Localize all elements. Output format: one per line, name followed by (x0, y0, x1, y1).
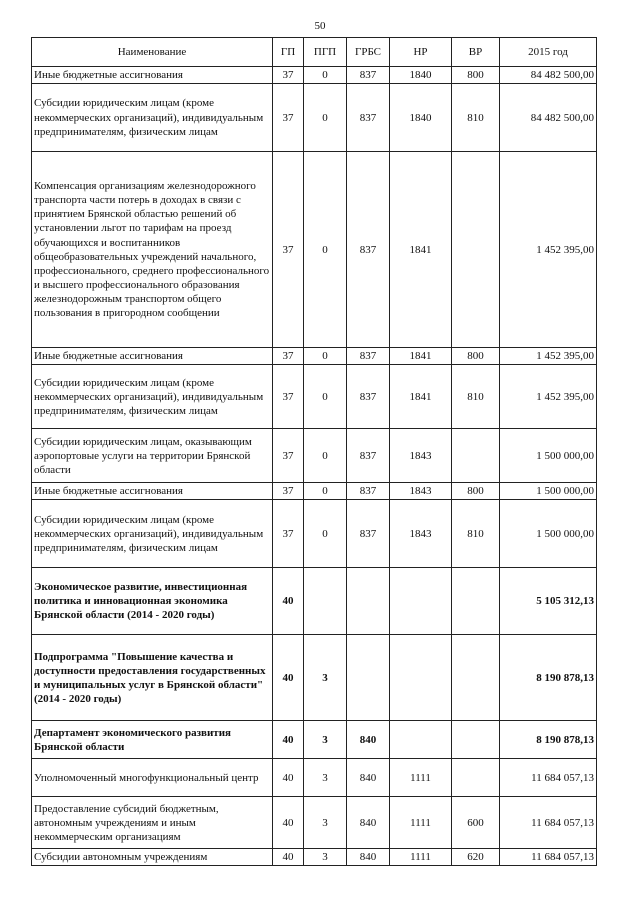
header-grbs: ГРБС (347, 38, 390, 67)
row-pgp (304, 568, 347, 635)
row-pgp: 3 (304, 797, 347, 849)
row-gp: 40 (273, 635, 304, 721)
row-pgp: 0 (304, 365, 347, 429)
row-sum: 1 452 395,00 (500, 365, 597, 429)
table-row (32, 483, 597, 500)
row-name: Субсидии юридическим лицам (кроме некоммерческих организаций), индивидуальным предпринимателям, физическим лицам (32, 84, 273, 152)
row-pgp: 3 (304, 721, 347, 759)
row-nr (390, 568, 452, 635)
row-sum: 84 482 500,00 (500, 84, 597, 152)
row-nr: 1840 (390, 84, 452, 152)
table-row (32, 635, 597, 721)
row-nr: 1841 (390, 152, 452, 348)
row-grbs (347, 568, 390, 635)
row-name: Иные бюджетные ассигнования (32, 483, 273, 500)
row-pgp: 0 (304, 500, 347, 568)
row-gp: 37 (273, 365, 304, 429)
table-row (32, 759, 597, 797)
table-row (32, 429, 597, 483)
table-row (32, 365, 597, 429)
row-nr: 1843 (390, 429, 452, 483)
table-row (32, 721, 597, 759)
row-name: Субсидии юридическим лицам (кроме некоммерческих организаций), индивидуальным предпринимателям, физическим лицам (32, 365, 273, 429)
row-gp: 40 (273, 721, 304, 759)
table-row (32, 849, 597, 866)
row-vr: 800 (452, 67, 500, 84)
row-vr (452, 635, 500, 721)
row-sum: 11 684 057,13 (500, 797, 597, 849)
row-gp: 37 (273, 67, 304, 84)
row-sum: 1 452 395,00 (500, 348, 597, 365)
row-vr (452, 152, 500, 348)
row-grbs: 837 (347, 483, 390, 500)
row-vr: 620 (452, 849, 500, 866)
table-row (32, 84, 597, 152)
table-row (32, 152, 597, 348)
row-gp: 40 (273, 568, 304, 635)
row-pgp: 0 (304, 483, 347, 500)
row-vr: 800 (452, 483, 500, 500)
row-sum: 1 500 000,00 (500, 500, 597, 568)
row-sum: 8 190 878,13 (500, 721, 597, 759)
row-vr: 600 (452, 797, 500, 849)
table-row (32, 67, 597, 84)
row-sum: 1 500 000,00 (500, 483, 597, 500)
row-nr: 1111 (390, 849, 452, 866)
table-header-row (32, 38, 597, 67)
row-vr (452, 721, 500, 759)
row-grbs: 837 (347, 365, 390, 429)
row-gp: 37 (273, 483, 304, 500)
row-vr (452, 759, 500, 797)
row-nr: 1841 (390, 348, 452, 365)
row-nr (390, 721, 452, 759)
row-nr: 1111 (390, 797, 452, 849)
row-name: Подпрограмма "Повышение качества и доступности предоставления государственных и муниципальных услуг в Брянской области" (2014 - 2020 годы) (32, 635, 273, 721)
row-grbs: 840 (347, 849, 390, 866)
header-name: Наименование (32, 38, 273, 67)
row-grbs: 840 (347, 797, 390, 849)
row-name: Уполномоченный многофункциональный центр (32, 759, 273, 797)
row-grbs: 837 (347, 84, 390, 152)
row-vr (452, 429, 500, 483)
budget-table (31, 37, 597, 866)
row-nr: 1843 (390, 483, 452, 500)
row-name: Предоставление субсидий бюджетным, автономным учреждениям и иным некоммерческим организациям (32, 797, 273, 849)
row-pgp: 0 (304, 84, 347, 152)
row-gp: 40 (273, 797, 304, 849)
row-vr (452, 568, 500, 635)
row-pgp: 0 (304, 429, 347, 483)
row-name: Экономическое развитие, инвестиционная политика и инновационная экономика Брянской области (2014 - 2020 годы) (32, 568, 273, 635)
row-gp: 37 (273, 152, 304, 348)
row-sum: 11 684 057,13 (500, 849, 597, 866)
row-nr (390, 635, 452, 721)
row-sum: 11 684 057,13 (500, 759, 597, 797)
row-name: Субсидии юридическим лицам (кроме некоммерческих организаций), индивидуальным предпринимателям, физическим лицам (32, 500, 273, 568)
row-nr: 1840 (390, 67, 452, 84)
row-gp: 37 (273, 348, 304, 365)
row-sum: 5 105 312,13 (500, 568, 597, 635)
row-name: Департамент экономического развития Брянской области (32, 721, 273, 759)
table-row (32, 348, 597, 365)
row-name: Компенсация организациям железнодорожного транспорта части потерь в доходах в связи с принятием Брянской областью решений об установлении льгот по тарифам на проезд обучающихся и воспитанников общеобразовательных учреждений начального, профессионального, среднего профессионального и высшего профессионального образования железнодорожным транспортом общего пользования в пригородном сообщении (32, 152, 273, 348)
row-pgp: 0 (304, 67, 347, 84)
row-gp: 37 (273, 500, 304, 568)
header-pgp: ПГП (304, 38, 347, 67)
row-gp: 40 (273, 759, 304, 797)
row-sum: 8 190 878,13 (500, 635, 597, 721)
row-name: Иные бюджетные ассигнования (32, 348, 273, 365)
row-gp: 37 (273, 84, 304, 152)
row-vr: 810 (452, 500, 500, 568)
table-row (32, 568, 597, 635)
row-gp: 40 (273, 849, 304, 866)
row-grbs: 840 (347, 721, 390, 759)
table-row (32, 797, 597, 849)
row-grbs: 840 (347, 759, 390, 797)
page-number: 50 (314, 20, 326, 32)
header-nr: НР (390, 38, 452, 67)
row-grbs: 837 (347, 348, 390, 365)
row-name: Субсидии юридическим лицам, оказывающим аэропортовые услуги на территории Брянской области (32, 429, 273, 483)
row-name: Субсидии автономным учреждениям (32, 849, 273, 866)
row-sum: 1 500 000,00 (500, 429, 597, 483)
row-grbs: 837 (347, 429, 390, 483)
row-vr: 810 (452, 84, 500, 152)
header-gp: ГП (273, 38, 304, 67)
row-vr: 800 (452, 348, 500, 365)
row-pgp: 3 (304, 635, 347, 721)
table-row (32, 500, 597, 568)
row-pgp: 3 (304, 759, 347, 797)
row-nr: 1841 (390, 365, 452, 429)
row-gp: 37 (273, 429, 304, 483)
row-nr: 1111 (390, 759, 452, 797)
row-vr: 810 (452, 365, 500, 429)
row-name: Иные бюджетные ассигнования (32, 67, 273, 84)
row-grbs: 837 (347, 500, 390, 568)
row-pgp: 3 (304, 849, 347, 866)
row-grbs (347, 635, 390, 721)
row-pgp: 0 (304, 152, 347, 348)
row-grbs: 837 (347, 67, 390, 84)
header-sum: 2015 год (500, 38, 597, 67)
row-sum: 84 482 500,00 (500, 67, 597, 84)
row-sum: 1 452 395,00 (500, 152, 597, 348)
header-vr: ВР (452, 38, 500, 67)
row-pgp: 0 (304, 348, 347, 365)
row-nr: 1843 (390, 500, 452, 568)
row-grbs: 837 (347, 152, 390, 348)
